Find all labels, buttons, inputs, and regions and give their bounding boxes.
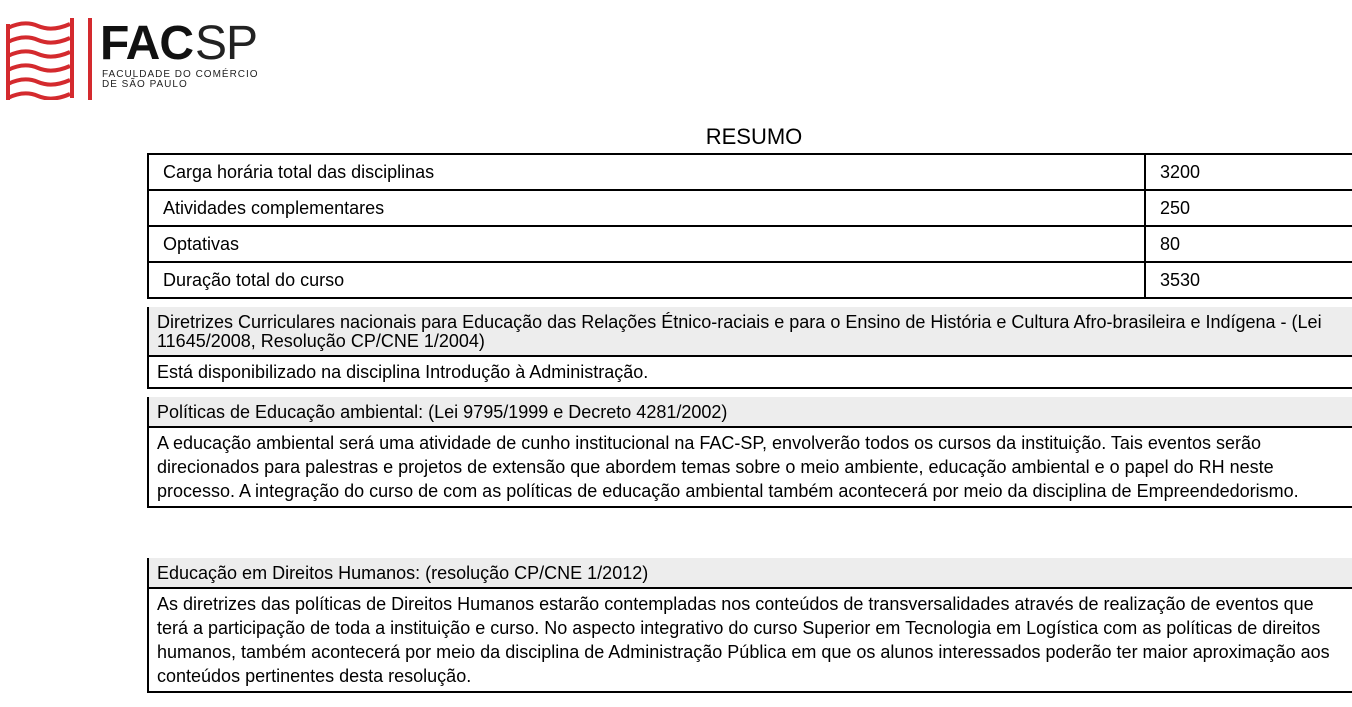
- summary-table: [147, 153, 1352, 299]
- summary-value: 250: [1145, 190, 1352, 226]
- table-row: [148, 262, 1352, 298]
- facsp-logo: [4, 18, 274, 102]
- table-row: [148, 226, 1352, 262]
- table-row: [148, 190, 1352, 226]
- summary-label: Optativas: [148, 226, 1145, 262]
- section-heading: Diretrizes Curriculares nacionais para Educação das Relações Étnico-raciais e para o Ensino de História e Cultura Afro-brasileira e Indígena - (Lei 11645/2008, Resolução CP/CNE 1/2004): [149, 307, 1352, 357]
- logo-brand-main: FAC: [100, 17, 193, 70]
- summary-label: Carga horária total das disciplinas: [148, 154, 1145, 190]
- section-direitos-humanos: [147, 558, 1352, 693]
- summary-value: 3200: [1145, 154, 1352, 190]
- logo-brand-suffix: SP: [195, 17, 258, 70]
- section-body: As diretrizes das políticas de Direitos Humanos estarão contempladas nos conteúdos de transversalidades através de realização de eventos que terá a participação de toda a instituição e curso. No aspecto integrativo do curso Superior em Tecnologia em Logística com as políticas de direitos humanos, também acontecerá por meio da disciplina de Administração Pública em que os alunos interessados poderão ter maior aproximação aos conteúdos pertinentes desta resolução.: [149, 589, 1352, 691]
- logo-wordmark: [100, 17, 258, 70]
- facsp-flag-icon: [4, 18, 74, 100]
- page-title: RESUMO: [705, 124, 803, 149]
- section-heading: Educação em Direitos Humanos: (resolução CP/CNE 1/2012): [149, 558, 1352, 589]
- section-body: Está disponibilizado na disciplina Introdução à Administração.: [149, 357, 1352, 387]
- section-heading: Políticas de Educação ambiental: (Lei 9795/1999 e Decreto 4281/2002): [149, 397, 1352, 428]
- summary-label: Atividades complementares: [148, 190, 1145, 226]
- logo-subtitle-line2: DE SÃO PAULO: [102, 79, 188, 90]
- section-body: A educação ambiental será uma atividade de cunho institucional na FAC-SP, envolverão todos os cursos da instituição. Tais eventos serão direcionados para palestras e projetos de extensão que abordem temas sobre o meio ambiente, educação ambiental e o papel do RH neste processo. A integração do curso de com as políticas de educação ambiental também acontecerá por meio da disciplina de Empreendedorismo.: [149, 428, 1352, 506]
- summary-value: 3530: [1145, 262, 1352, 298]
- logo-divider: [88, 18, 92, 100]
- summary-label: Duração total do curso: [148, 262, 1145, 298]
- table-row: [148, 154, 1352, 190]
- section-educacao-ambiental: [147, 397, 1352, 508]
- logo-subtitle-line1: FACULDADE DO COMÉRCIO: [102, 69, 259, 80]
- section-etnico-raciais: [147, 307, 1352, 389]
- summary-value: 80: [1145, 226, 1352, 262]
